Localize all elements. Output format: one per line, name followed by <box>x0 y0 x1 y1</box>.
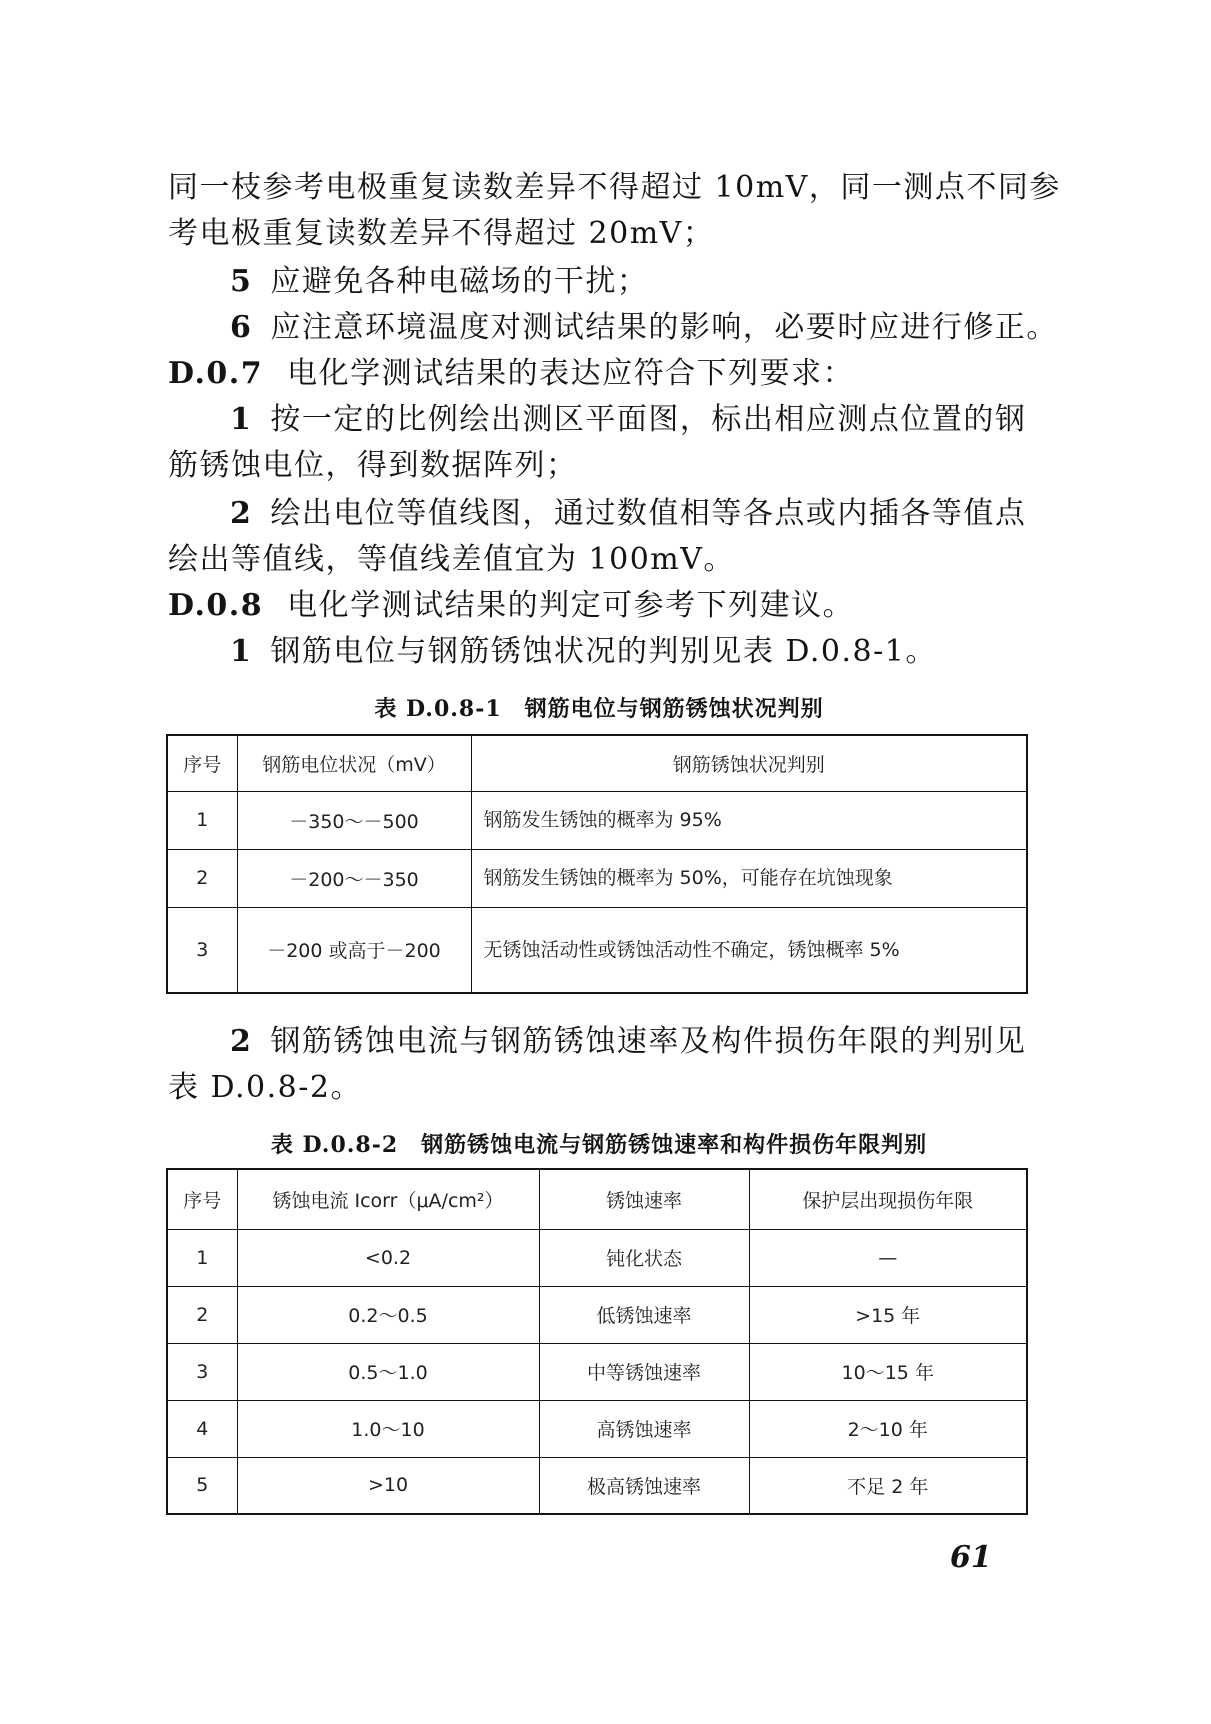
section-heading-d08 <box>168 586 1038 626</box>
table-cell: 极高锈蚀速率 <box>539 1457 749 1514</box>
table-cell: — <box>749 1229 1027 1286</box>
column-header: 锈蚀电流 Icorr（μA/cm²） <box>237 1169 539 1229</box>
paragraph-line: 筋锈蚀电位，得到数据阵列； <box>168 448 578 483</box>
table-d082 <box>166 1168 1028 1515</box>
list-item-1 <box>230 632 1038 672</box>
table-row <box>167 1229 1027 1286</box>
table-row <box>167 1343 1027 1400</box>
table-d081 <box>166 734 1028 994</box>
list-item-5 <box>230 262 1038 302</box>
table-cell: 2～10 年 <box>749 1400 1027 1457</box>
column-header: 钢筋电位状况（mV） <box>237 735 471 791</box>
table-cell: 中等锈蚀速率 <box>539 1343 749 1400</box>
column-header: 序号 <box>167 735 237 791</box>
table-caption: 表 D.0.8-2 钢筋锈蚀电流与钢筋锈蚀速率和构件损伤年限判别 <box>270 1132 928 1158</box>
table-cell: 0.5～1.0 <box>237 1343 539 1400</box>
table-cell: 1 <box>167 791 237 849</box>
section-number: D.0.7 <box>168 356 264 391</box>
list-item-1 <box>230 400 1038 440</box>
paragraph-line: 同一枝参考电极重复读数差异不得超过 10mV，同一测点不同参 <box>168 170 1061 205</box>
table-cell: <0.2 <box>237 1229 539 1286</box>
table-row <box>167 1400 1027 1457</box>
item-number: 6 <box>230 310 253 345</box>
table-header-row <box>167 1169 1027 1229</box>
table-cell: 2 <box>167 1286 237 1343</box>
paragraph-line: 绘出等值线，等值线差值宜为 100mV。 <box>168 542 735 577</box>
table-cell: 5 <box>167 1457 237 1514</box>
table-cell: 钢筋发生锈蚀的概率为 95% <box>471 791 1027 849</box>
table-cell: 低锈蚀速率 <box>539 1286 749 1343</box>
table-cell: 1.0～10 <box>237 1400 539 1457</box>
section-heading-d07 <box>168 354 1038 394</box>
item-text: 钢筋锈蚀电流与钢筋锈蚀速率及构件损伤年限的判别见 <box>270 1024 1027 1059</box>
table-row <box>167 791 1027 849</box>
table-caption: 表 D.0.8-1 钢筋电位与钢筋锈蚀状况判别 <box>374 696 824 722</box>
list-item-2 <box>230 494 1038 534</box>
item-number: 1 <box>230 634 253 669</box>
table-row <box>167 907 1027 993</box>
column-header: 保护层出现损伤年限 <box>749 1169 1027 1229</box>
table-header-row <box>167 735 1027 791</box>
table-row <box>167 1286 1027 1343</box>
table-cell: 钝化状态 <box>539 1229 749 1286</box>
list-item-2 <box>230 1022 1038 1062</box>
column-header: 锈蚀速率 <box>539 1169 749 1229</box>
item-text: 应注意环境温度对测试结果的影响，必要时应进行修正。 <box>270 310 1058 345</box>
paragraph-line: 表 D.0.8-2。 <box>168 1070 362 1105</box>
column-header: 序号 <box>167 1169 237 1229</box>
table-cell: 2 <box>167 849 237 907</box>
table-cell: 3 <box>167 907 237 993</box>
table-cell: >10 <box>237 1457 539 1514</box>
table-cell: >15 年 <box>749 1286 1027 1343</box>
table-cell: －200～－350 <box>237 849 471 907</box>
item-number: 1 <box>230 402 253 437</box>
table-cell: 3 <box>167 1343 237 1400</box>
section-text: 电化学测试结果的判定可参考下列建议。 <box>287 588 855 623</box>
table-cell: 10～15 年 <box>749 1343 1027 1400</box>
table-cell: 无锈蚀活动性或锈蚀活动性不确定，锈蚀概率 5% <box>471 907 1027 993</box>
section-text: 电化学测试结果的表达应符合下列要求： <box>287 356 855 391</box>
table-cell: －350～－500 <box>237 791 471 849</box>
table-cell: 高锈蚀速率 <box>539 1400 749 1457</box>
table-cell: 4 <box>167 1400 237 1457</box>
list-item-6 <box>230 308 1058 348</box>
table-row <box>167 849 1027 907</box>
column-header: 钢筋锈蚀状况判别 <box>471 735 1027 791</box>
paragraph-line: 考电极重复读数差异不得超过 20mV； <box>168 216 715 251</box>
item-text: 按一定的比例绘出测区平面图，标出相应测点位置的钢 <box>270 402 1027 437</box>
section-number: D.0.8 <box>168 588 264 623</box>
item-number: 2 <box>230 1024 253 1059</box>
table-cell: －200 或高于－200 <box>237 907 471 993</box>
item-text: 应避免各种电磁场的干扰； <box>270 264 649 299</box>
item-number: 2 <box>230 496 253 531</box>
page-number: 61 <box>950 1540 992 1575</box>
table-cell: 钢筋发生锈蚀的概率为 50%，可能存在坑蚀现象 <box>471 849 1027 907</box>
table-cell: 不足 2 年 <box>749 1457 1027 1514</box>
item-number: 5 <box>230 264 253 299</box>
table-cell: 0.2～0.5 <box>237 1286 539 1343</box>
table-row <box>167 1457 1027 1514</box>
table-cell: 1 <box>167 1229 237 1286</box>
item-text: 绘出电位等值线图，通过数值相等各点或内插各等值点 <box>270 496 1027 531</box>
item-text: 钢筋电位与钢筋锈蚀状况的判别见表 D.0.8-1。 <box>270 634 937 669</box>
